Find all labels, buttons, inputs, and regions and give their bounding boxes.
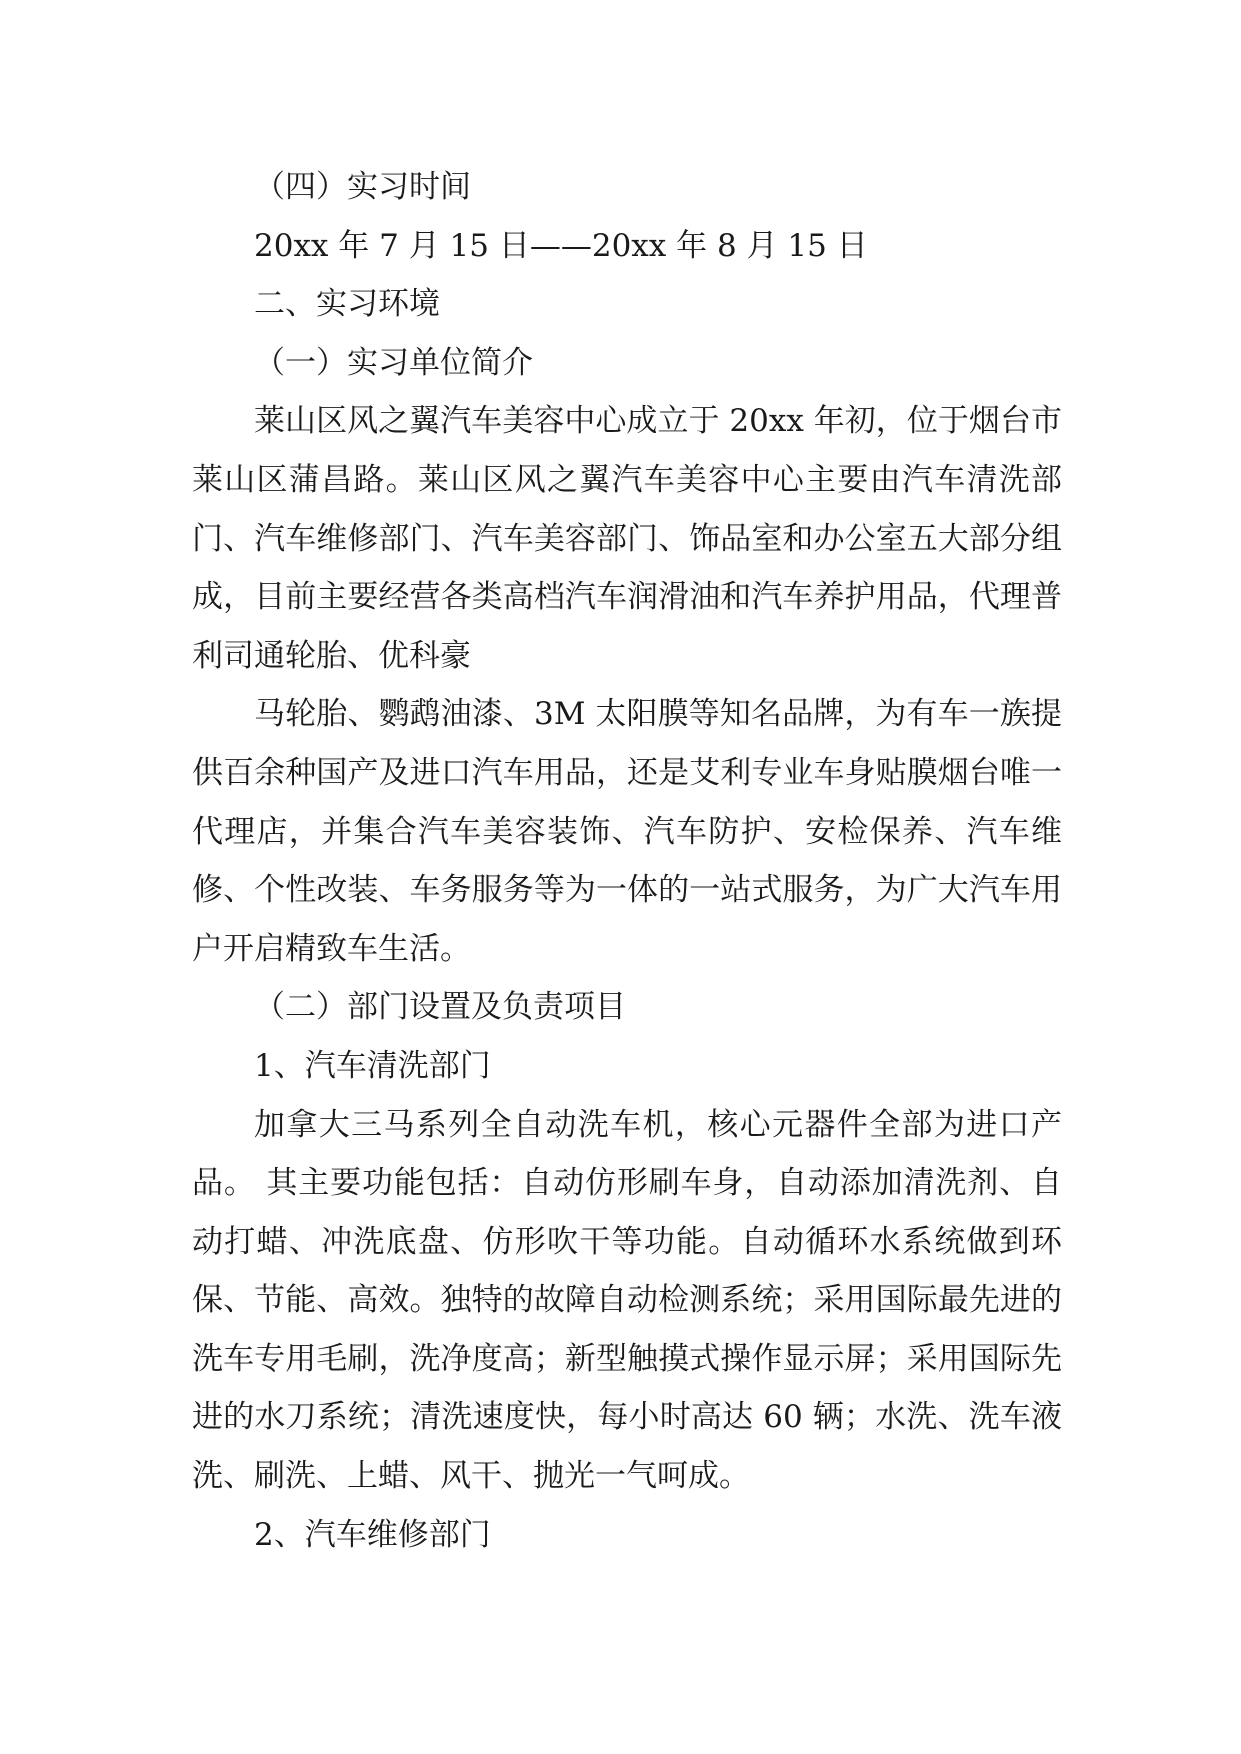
paragraph-car-wash-details: 加拿大三马系列全自动洗车机，核心元器件全部为进口产品。 其主要功能包括：自动仿形刷车身，自动添加清洗剂、自动打蜡、冲洗底盘、仿形吹干等功能。自动循环水系统做到环保、节能、高效。独特的故障自动检测系统；采用国际最先进的洗车专用毛刷，洗净度高；新型触摸式操作显示屏；采用国际先进的水刀系统；清洗速度快，每小时高达 60 辆；水洗、洗车液洗、刷洗、上蜡、风干、抛光一气呵成。: [192, 1106, 1062, 1495]
internship-date-range: 20xx 年 7 月 15 日——20xx 年 8 月 15 日: [254, 227, 868, 264]
section-heading-company-intro: （一）实习单位简介: [254, 344, 533, 381]
heading-car-repair-department: 2、汽车维修部门: [254, 1516, 491, 1553]
document-body: [192, 158, 1062, 1564]
heading-car-wash-department: 1、汽车清洗部门: [254, 1047, 491, 1084]
paragraph-company-intro: 莱山区风之翼汽车美容中心成立于 20xx 年初，位于烟台市莱山区蒲昌路。莱山区风之翼汽车美容中心主要由汽车清洗部门、汽车维修部门、汽车美容部门、饰品室和办公室五大部分组成，目前主要经营各类高档汽车润滑油和汽车养护用品，代理普利司通轮胎、优科豪: [192, 403, 1062, 674]
paragraph-company-brands: 马轮胎、鹦鹉油漆、3M 太阳膜等知名品牌，为有车一族提供百余种国产及进口汽车用品，还是艾利专业车身贴膜烟台唯一代理店，并集合汽车美容装饰、汽车防护、安检保养、汽车维修、个性改装、车务服务等为一体的一站式服务，为广大汽车用户开启精致车生活。: [192, 696, 1062, 967]
section-heading-internship-time: （四）实习时间: [254, 169, 471, 205]
section-heading-departments: （二）部门设置及负责项目: [254, 989, 626, 1026]
section-heading-environment: 二、实习环境: [254, 286, 440, 323]
